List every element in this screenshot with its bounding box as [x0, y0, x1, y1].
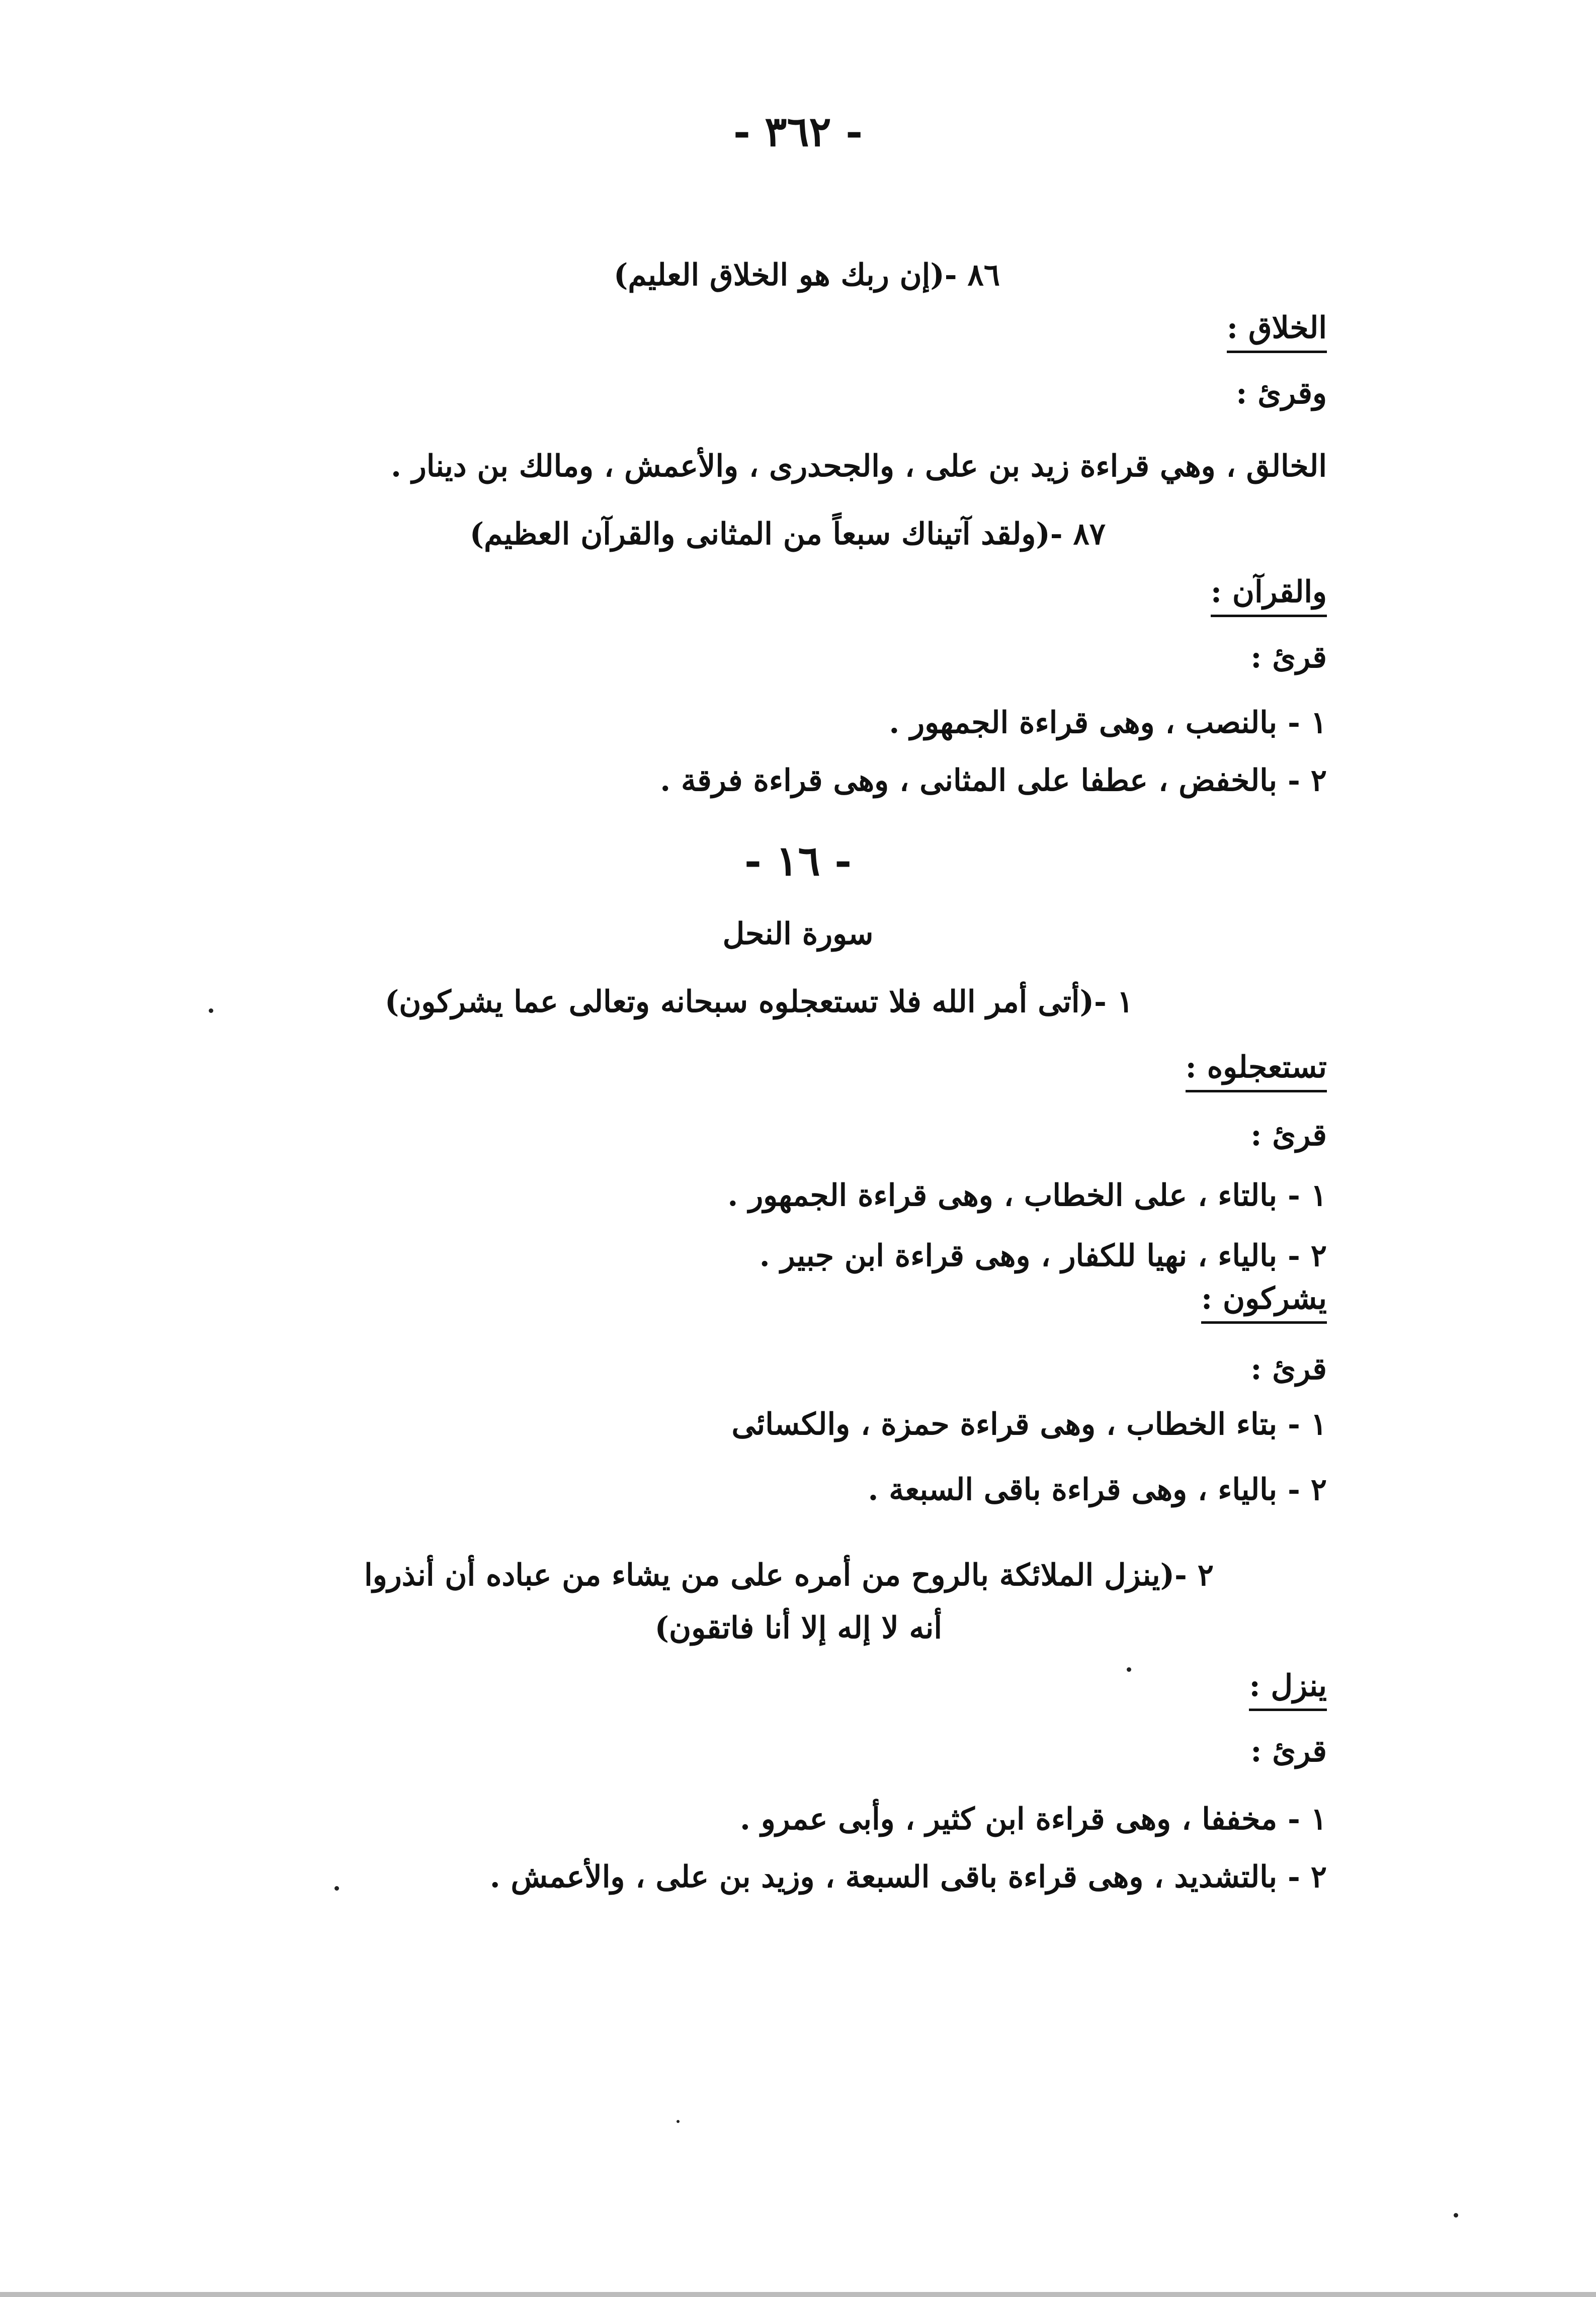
scan-speck	[677, 2120, 680, 2123]
scan-speck	[334, 1886, 339, 1891]
khaliq-reading: الخالق ، وهي قراءة زيد بن على ، والجحدرى ، والأعمش ، ومالك بن دينار .	[391, 449, 1327, 484]
tastajiluh-reading-1: ١ - بالتاء ، على الخطاب ، وهى قراءة الجمهور .	[727, 1178, 1327, 1213]
verse-86: ٨٦ -(إن ربك هو الخلاق العليم)	[613, 258, 1000, 293]
yunazzil-reading-2: ٢ - بالتشديد ، وهى قراءة باقى السبعة ، وزيد بن على ، والأعمش .	[489, 1859, 1327, 1895]
qurii-label-2: قرئ :	[1250, 640, 1327, 675]
qurii-label-5: قرئ :	[1250, 1734, 1327, 1769]
quran-reading-1: ١ - بالنصب ، وهى قراءة الجمهور .	[889, 705, 1327, 740]
yunazzil-reading-1: ١ - مخففا ، وهى قراءة ابن كثير ، وأبى عمرو .	[740, 1802, 1327, 1837]
qurii-label-1: وقرئ :	[1236, 376, 1327, 411]
scan-speck	[1454, 2213, 1458, 2218]
page-number: - ٣٦٢ -	[733, 108, 863, 156]
verse-2-line-1: ٢ -(ينزل الملائكة بالروح من أمره على من يشاء من عباده أن أنذروا	[364, 1558, 1214, 1593]
heading-yushrikun: يشركون :	[1201, 1281, 1327, 1324]
surah-number: - ١٦ -	[744, 837, 852, 885]
yushrikun-reading-1: ١ - بتاء الخطاب ، وهى قراءة حمزة ، والكسائى	[731, 1407, 1327, 1442]
scan-speck	[1127, 1667, 1131, 1672]
scan-speck	[209, 1008, 213, 1013]
tastajiluh-reading-2: ٢ - بالياء ، نهيا للكفار ، وهى قراءة ابن جبير .	[759, 1238, 1327, 1273]
heading-tastajiluh: تستعجلوه :	[1186, 1050, 1327, 1092]
verse-2-line-2: أنه لا إله إلا أنا فاتقون)	[654, 1610, 942, 1646]
verse-87: ٨٧ -(ولقد آتيناك سبعاً من المثانى والقرآن العظيم)	[469, 517, 1106, 552]
heading-yunazzil: ينزل :	[1249, 1668, 1327, 1711]
yushrikun-reading-2: ٢ - بالياء ، وهى قراءة باقى السبعة .	[868, 1472, 1327, 1507]
quran-reading-2: ٢ - بالخفض ، عطفا على المثانى ، وهى قراءة فرقة .	[660, 763, 1327, 798]
verse-1: ١ -(أتى أمر الله فلا تستعجلوه سبحانه وتعالى عما يشركون)	[384, 984, 1133, 1019]
qurii-label-4: قرئ :	[1250, 1351, 1327, 1387]
qurii-label-3: قرئ :	[1250, 1118, 1327, 1153]
heading-khallaq: الخلاق :	[1227, 310, 1327, 353]
surah-title: سورة النحل	[722, 916, 874, 952]
heading-quran: والقرآن :	[1211, 574, 1327, 617]
scan-bottom-edge	[0, 2292, 1596, 2297]
